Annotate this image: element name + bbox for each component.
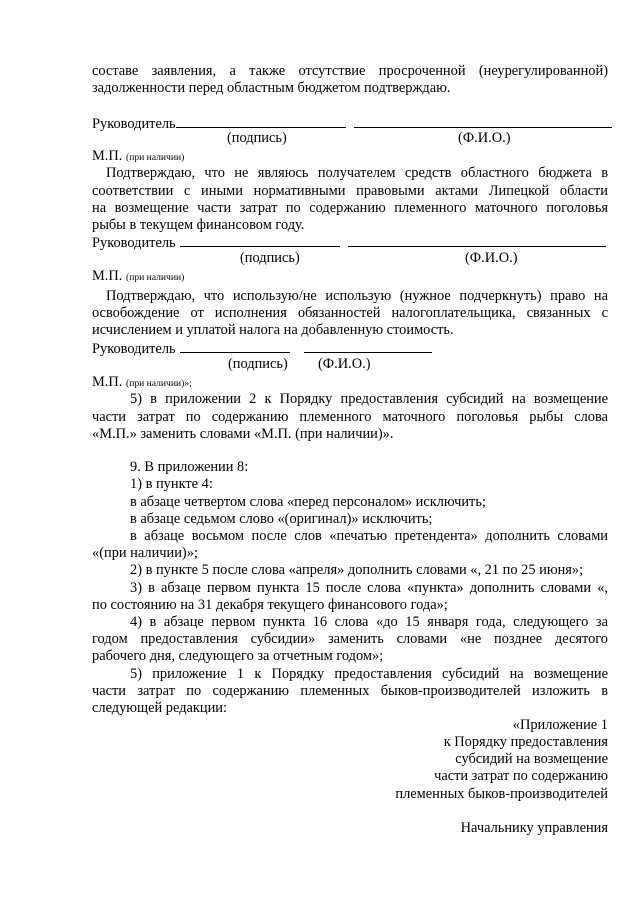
signature-caption: (подпись): [227, 130, 287, 146]
signature-caption: (подпись): [228, 356, 288, 372]
paragraph-line: рыбы в текущем финансовом году.: [92, 217, 305, 233]
seal-label: М.П.: [92, 374, 123, 390]
list-item: в абзаце четвертом слова «перед персоналом» исключить;: [130, 494, 486, 510]
appendix-header-line: части затрат по содержанию: [434, 768, 608, 784]
appendix-header-line: субсидий на возмещение: [455, 751, 608, 767]
name-line: [348, 234, 606, 247]
signature-head-label: Руководитель: [92, 341, 176, 357]
name-line: [354, 115, 612, 128]
paragraph-line: Подтверждаю, что использую/не использую (нужное подчеркнуть) право на: [106, 288, 608, 304]
paragraph-line: на возмещение части затрат по содержанию племенного маточного поголовья: [92, 200, 608, 216]
seal-note: (при наличии): [126, 272, 185, 283]
signature-line: [180, 340, 290, 353]
signature-caption: (подпись): [240, 250, 300, 266]
name-caption: (Ф.И.О.): [458, 130, 511, 146]
seal-line: [92, 148, 184, 166]
paragraph-line: части затрат по содержанию племенного маточного поголовья рыбы слова: [92, 409, 608, 425]
appendix-header-line: к Порядку предоставления: [443, 734, 608, 750]
list-item: части затрат по содержанию племенных быков-производителей изложить в: [92, 683, 608, 699]
addressee-line: Начальнику управления: [460, 820, 608, 836]
seal-line: [92, 374, 192, 392]
paragraph-line: освобождение от исполнения обязанностей налогоплательщика, связанных с: [92, 305, 608, 321]
paragraph-line: «М.П.» заменить словами «М.П. (при наличии)».: [92, 426, 394, 442]
list-item: «(при наличии)»;: [92, 545, 198, 561]
signature-line: [176, 115, 346, 128]
signature-block-1: [92, 115, 612, 133]
list-item: 2) в пункте 5 после слова «апреля» дополнить словами «, 21 по 25 июня»;: [130, 562, 584, 578]
seal-note: (при наличии)»;: [126, 378, 192, 389]
list-item: годом предоставления субсидии» заменить словами «не позднее десятого: [92, 631, 608, 647]
seal-note: (при наличии): [126, 152, 185, 163]
paragraph-line: исчислением и уплатой налога на добавленную стоимость.: [92, 322, 454, 338]
list-item: 3) в абзаце первом пункта 15 после слова «пункта» дополнить словами «,: [130, 580, 608, 596]
list-item: 5) приложение 1 к Порядку предоставления субсидий на возмещение: [130, 666, 608, 682]
signature-head-label: Руководитель: [92, 235, 176, 251]
seal-label: М.П.: [92, 268, 123, 284]
seal-label: М.П.: [92, 148, 123, 164]
list-item: в абзаце восьмом после слов «печатью претендента» дополнить словами: [130, 528, 608, 544]
name-caption: (Ф.И.О.): [465, 250, 518, 266]
list-item: 4) в абзаце первом пункта 16 слова «до 15 января года, следующего за: [130, 614, 608, 630]
list-item: 1) в пункте 4:: [130, 476, 213, 492]
appendix-header-line: племенных быков-производителей: [395, 786, 608, 802]
list-item: рабочего дня, следующего за отчетным годом»;: [92, 648, 384, 664]
section-heading: 9. В приложении 8:: [130, 459, 249, 475]
paragraph-line: соответствии с иными нормативными правовыми актами Липецкой области: [92, 183, 608, 199]
name-line: [304, 340, 432, 353]
signature-head-label: Руководитель: [92, 116, 176, 132]
signature-line: [180, 234, 340, 247]
appendix-header-line: «Приложение 1: [512, 717, 608, 733]
paragraph-line: составе заявления, а также отсутствие просроченной (неурегулированной): [92, 63, 608, 79]
signature-block-2: [92, 234, 606, 252]
list-item: по состоянию на 31 декабря текущего финансового года»;: [92, 597, 448, 613]
paragraph-line: Подтверждаю, что не являюсь получателем средств областного бюджета в: [106, 165, 608, 181]
name-caption: (Ф.И.О.): [318, 356, 371, 372]
seal-line: [92, 268, 184, 286]
list-item: следующей редакции:: [92, 700, 227, 716]
paragraph-line: задолженности перед областным бюджетом подтверждаю.: [92, 80, 451, 96]
list-item: в абзаце седьмом слово «(оригинал)» исключить;: [130, 511, 433, 527]
paragraph-line: 5) в приложении 2 к Порядку предоставления субсидий на возмещение: [130, 391, 608, 407]
